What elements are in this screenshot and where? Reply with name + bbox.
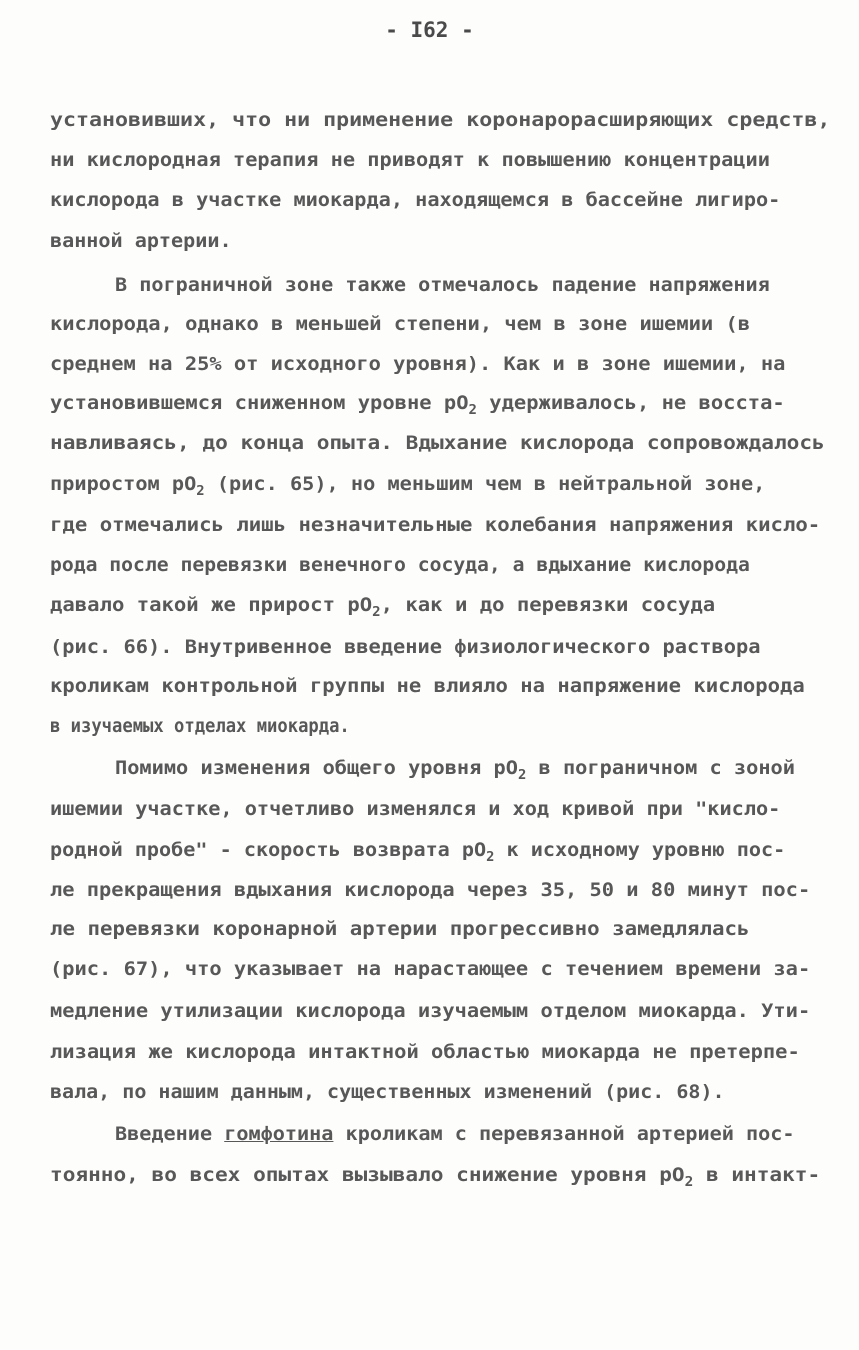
text-segment: Помимо изменения общего уровня pO <box>115 757 518 779</box>
text-segment: рода после перевязки венечного сосуда, а вдыхание кислорода <box>50 554 750 576</box>
text-line <box>50 957 810 981</box>
text-segment: (рис. 66). Внутривенное введение физиологического раствора <box>50 636 761 658</box>
subscript: 2 <box>517 768 527 783</box>
text-segment: установивших, что ни применение коронарорасширяющих средств, <box>50 109 831 131</box>
text-segment: ванной артерии. <box>50 230 232 252</box>
text-segment: ни кислородная терапия не приводят к повышению концентрации <box>50 149 770 171</box>
text-segment: установившемся сниженном уровне pO <box>50 392 469 414</box>
subscript: 2 <box>372 605 381 620</box>
text-segment: В пограничной зоне также отмечалось падение напряжения <box>115 274 770 296</box>
text-segment: навливаясь, до конца опыта. Вдыхание кислорода сопровождалось <box>50 432 825 454</box>
text-segment: в интакт- <box>693 1164 821 1186</box>
subscript: 2 <box>684 1175 694 1190</box>
text-line <box>50 312 750 336</box>
text-line <box>115 756 795 783</box>
text-segment: кислорода в участке миокарда, находящемся в бассейне лигиро- <box>50 189 781 211</box>
text-line <box>50 513 820 537</box>
subscript: 2 <box>468 403 477 418</box>
text-segment: кислорода, однако в меньшей степени, чем в зоне ишемии (в <box>50 313 751 335</box>
text-line <box>50 999 810 1023</box>
text-line <box>50 917 750 941</box>
text-line <box>115 1122 795 1146</box>
text-segment: , как и до перевязки сосуда <box>380 594 716 616</box>
text-segment: ле прекращения вдыхания кислорода через 35, 50 и 80 минут пос- <box>50 879 811 901</box>
text-segment: Введение <box>115 1123 225 1145</box>
text-segment: (рис. 67), что указывает на нарастающее с течением времени за- <box>50 958 811 980</box>
text-segment: кроликам с перевязанной артерией пос- <box>333 1123 795 1145</box>
text-segment: где отмечались лишь незначительные колебания напряжения кисло- <box>50 514 821 536</box>
text-segment: в изучаемых отделах миокарда. <box>50 715 350 737</box>
text-segment: вала, по нашим данным, существенных изменений (рис. 68). <box>50 1081 725 1103</box>
text-line <box>50 553 750 577</box>
page-number: - I62 - <box>385 18 474 42</box>
text-line <box>50 229 232 253</box>
text-line <box>50 108 830 132</box>
text-segment: гомфотина <box>224 1123 334 1145</box>
text-segment: ле перевязки коронарной артерии прогрессивно замедлялась <box>50 918 750 940</box>
text-segment: приростом pO <box>50 473 197 495</box>
text-line <box>50 635 761 659</box>
text-line <box>50 391 785 418</box>
text-line <box>50 431 825 455</box>
text-line <box>50 1080 725 1104</box>
text-segment: лизация же кислорода интактной областью миокарда не претерпе- <box>50 1041 800 1063</box>
text-segment: кроликам контрольной группы не влияло на напряжение кислорода <box>50 675 805 697</box>
text-segment: к исходному уровню пос- <box>494 839 786 861</box>
text-segment: (рис. 65), но меньшим чем в нейтральной зоне, <box>204 473 766 495</box>
subscript: 2 <box>196 484 205 499</box>
text-segment: в пограничном с зоной <box>526 757 795 779</box>
text-line <box>50 797 780 821</box>
text-segment: медление утилизации кислорода изучаемым отделом миокарда. Ути- <box>50 1000 811 1022</box>
text-segment: удерживалось, не восста- <box>476 392 785 414</box>
text-line <box>50 1040 800 1064</box>
subscript: 2 <box>486 850 495 865</box>
text-line <box>50 674 805 698</box>
text-line <box>50 472 766 499</box>
text-line <box>50 1163 821 1190</box>
text-line <box>50 593 716 620</box>
text-line <box>115 273 770 297</box>
text-segment: тоянно, во всех опытах вызывало снижение уровня pO <box>50 1164 685 1186</box>
text-segment: среднем на 25% от исходного уровня). Как и в зоне ишемии, на <box>50 353 786 375</box>
text-line <box>50 148 770 172</box>
text-line <box>50 878 810 902</box>
text-line <box>50 838 786 865</box>
text-segment: давало такой же прирост pO <box>50 594 373 616</box>
text-line <box>50 714 350 738</box>
text-segment: родной пробе" - скорость возврата pO <box>50 839 487 861</box>
text-segment: ишемии участке, отчетливо изменялся и ход кривой при "кисло- <box>50 798 781 820</box>
text-line <box>50 188 780 212</box>
text-line <box>50 352 785 376</box>
